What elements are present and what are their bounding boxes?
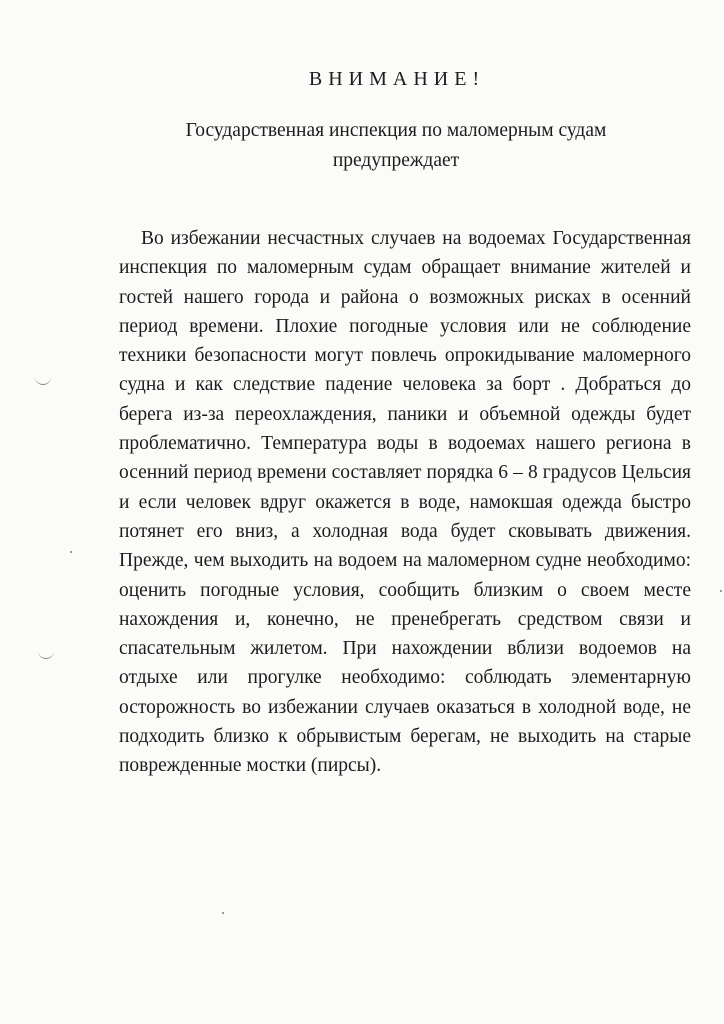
scan-speck [70, 551, 72, 553]
document-subtitle [0, 116, 724, 176]
subtitle-line-2: предупреждает [332, 150, 460, 171]
scan-speck [222, 912, 224, 914]
document-title: ВНИМАНИЕ! [308, 68, 486, 90]
punch-hole-mark [38, 650, 54, 659]
scan-speck [720, 590, 722, 592]
document-body-paragraph: Во избежании несчастных случаев на водоемах Государственная инспекция по маломерным судам обращает внимание жителей и гостей нашего города и района о возможных рисках в осенний период времени. Плохие погодные условия или не соблюдение техники безопасности могут повлечь опрокидывание маломерного судна и как следствие падение человека за борт . Добраться до берега из-за переохлаждения, паники и объемной одежды будет проблематично. Температура воды в водоемах нашего региона в осенний период времени составляет порядка 6 – 8 градусов Цельсия и если человек вдруг окажется в воде, намокшая одежда быстро потянет его вниз, а холодная вода будет сковывать движения. Прежде, чем выходить на водоем на маломерном судне необходимо: оценить погодные условия, сообщить близким о своем месте нахождения и, конечно, не пренебрегать средством связи и спасательным жилетом. При нахождении вблизи водоемов на отдыхе или прогулке необходимо: соблюдать элементарную осторожность во избежании случаев оказаться в холодной воде, не подходить близко к обрывистым берегам, не выходить на старые поврежденные мостки (пирсы). [119, 228, 691, 777]
subtitle-line-1: Государственная инспекция по маломерным судам [185, 120, 607, 141]
punch-hole-mark [35, 376, 51, 385]
